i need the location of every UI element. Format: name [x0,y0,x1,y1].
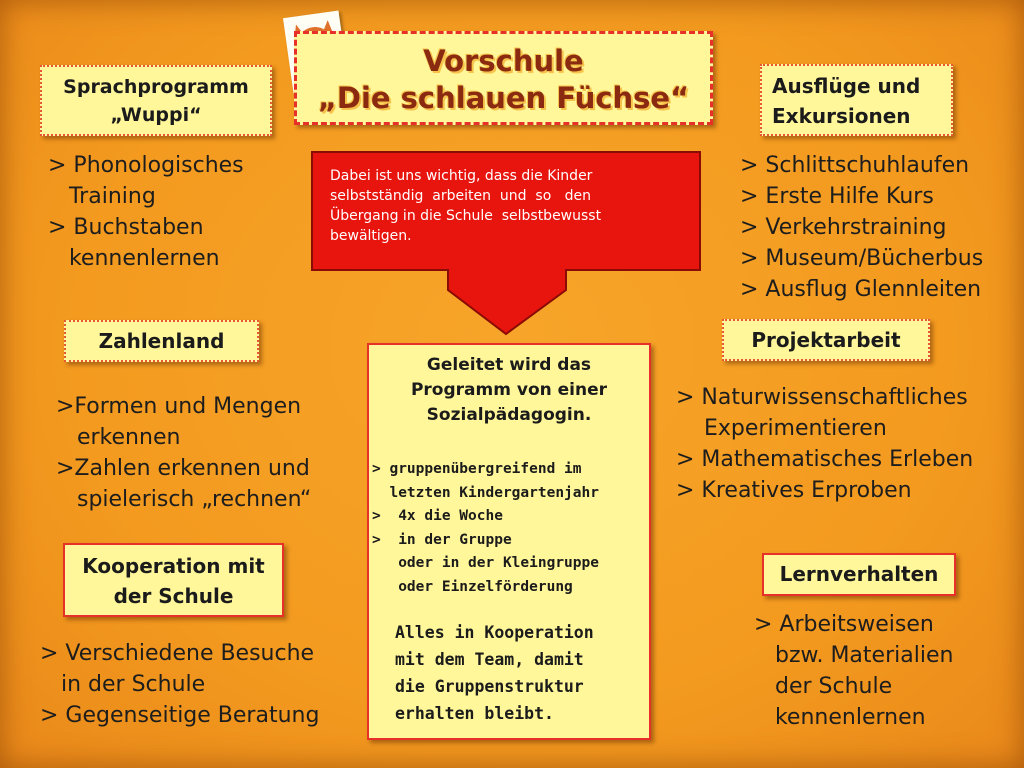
title-line-2: „Die schlauen Füchse“ [317,81,690,115]
title-box [294,31,713,125]
arrow-text: Dabei ist uns wichtig, dass die Kinder selbstständig arbeiten und so den Übergang in die Schule selbstbewusst bewältigen. [330,168,602,244]
ausfluege-items: > Schlittschuhlaufen > Erste Hilfe Kurs > Verkehrstraining > Museum/Bücherbus > Ausflug Glennleiten [740,153,984,302]
projekt-items: > Naturwissenschaftliches Experimentieren > Mathematisches Erleben > Kreatives Erproben [676,385,974,503]
ausfluege-heading: Ausflüge und Exkursionen [772,74,921,128]
lern-heading: Lernverhalten [779,562,939,586]
program-heading: Geleitet wird das Programm von einer Sozialpädagogin. [410,355,608,425]
zahlen-heading: Zahlenland [98,329,225,353]
koop-items: > Verschiedene Besuche in der Schule > Gegenseitige Beratung [40,641,320,728]
title-line-1: Vorschule [423,44,584,78]
sprach-heading-box [40,65,272,136]
program-closing: Alles in Kooperation mit dem Team, damit die Gruppenstruktur erhalten bleibt. [395,623,594,723]
zahlen-heading-box [64,320,259,362]
lern-heading-box [762,553,956,596]
program-items: > gruppenübergreifend im letzten Kindergartenjahr > 4x die Woche > in der Gruppe oder in der Kleingruppe oder Einzelförderung [372,461,599,595]
koop-heading: Kooperation mit der Schule [82,554,265,608]
sprach-heading: Sprachprogramm „Wuppi“ [63,76,249,126]
program-box [367,343,651,740]
zahlen-items: >Formen und Mengen erkennen >Zahlen erkennen und spielerisch „rechnen“ [56,394,312,512]
sprach-items: > Phonologisches Training > Buchstaben kennenlernen [48,153,244,271]
projekt-heading: Projektarbeit [751,328,901,352]
koop-heading-box [63,543,284,617]
projekt-heading-box [722,319,930,361]
ausfluege-heading-box [760,64,953,136]
lern-items: > Arbeitsweisen bzw. Materialien der Schule kennenlernen [754,612,954,730]
